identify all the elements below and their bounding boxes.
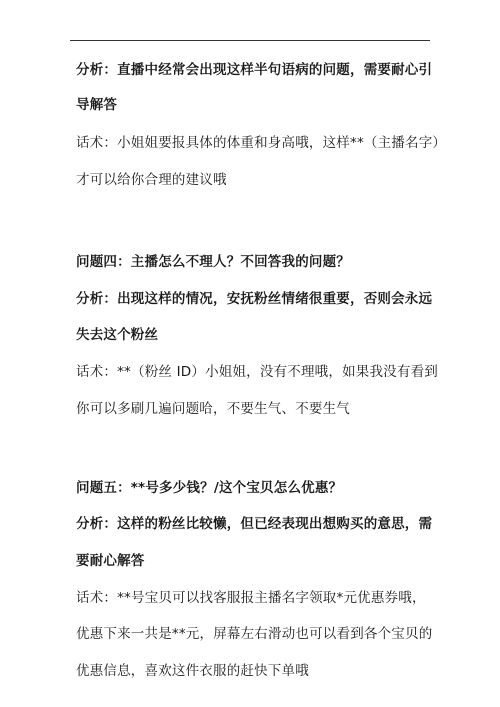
top-divider xyxy=(70,40,430,41)
script-line: 话术：**号宝贝可以找客服报主播名字领取*元优惠券哦， xyxy=(76,590,426,606)
script-line: 才可以给你合理的建议哦 xyxy=(76,172,227,188)
analysis-line: 导解答 xyxy=(76,97,118,113)
script-line: 话术：小姐姐要报具体的体重和身高哦，这样**（主播名字） xyxy=(76,135,447,151)
question-heading: 问题五：**号多少钱？/这个宝贝怎么优惠？ xyxy=(76,480,343,496)
script-line: 优惠信息，喜欢这件衣服的赶快下单哦 xyxy=(76,663,309,679)
script-line: 你可以多刷几遍问题哈，不要生气、不要生气 xyxy=(76,401,350,417)
analysis-line: 分析：出现这样的情况，安抚粉丝情绪很重要，否则会永远 xyxy=(76,291,433,307)
analysis-line: 失去这个粉丝 xyxy=(76,327,159,343)
analysis-line: 分析：直播中经常会出现这样半句语病的问题，需要耐心引 xyxy=(76,62,433,78)
analysis-line: 分析：这样的粉丝比较懒，但已经表现出想购买的意思，需 xyxy=(76,516,433,532)
script-line: 话术：**（粉丝 ID）小姐姐，没有不理哦，如果我没有看到 xyxy=(76,364,438,380)
analysis-line: 要耐心解答 xyxy=(76,553,145,569)
question-heading: 问题四：主播怎么不理人？不回答我的问题？ xyxy=(76,254,350,270)
script-line: 优惠下来一共是**元，屏幕左右滑动也可以看到各个宝贝的 xyxy=(76,626,433,642)
